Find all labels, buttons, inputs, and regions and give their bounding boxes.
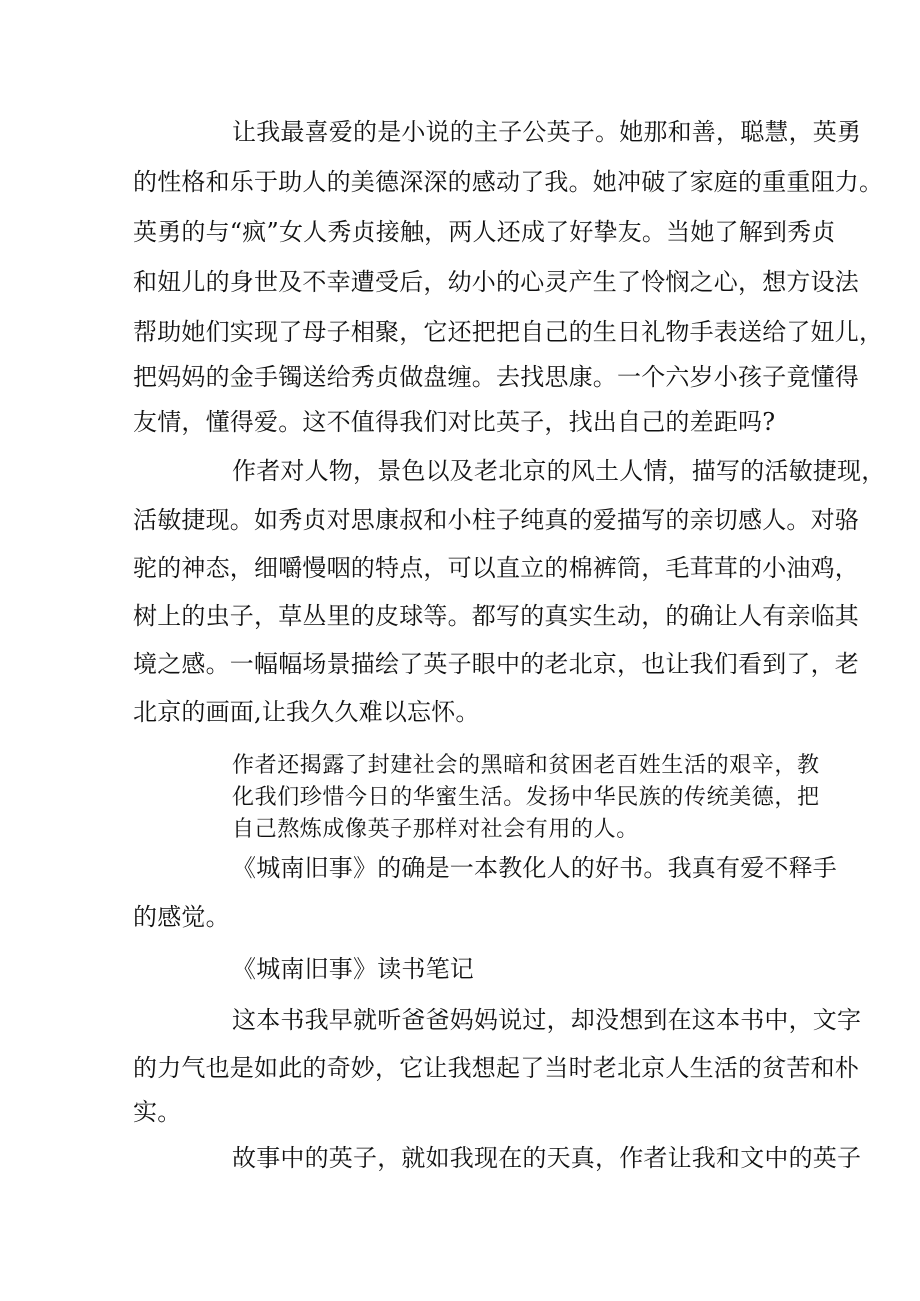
paragraph-3-line-1: 作者还揭露了封建社会的黑暗和贫困老百姓生活的艰辛，教 <box>232 753 820 778</box>
paragraph-5-line-3: 实。 <box>133 1098 182 1126</box>
paragraph-6-line-1: 故事中的英子，就如我现在的天真，作者让我和文中的英子 <box>232 1144 862 1172</box>
paragraph-1-line-1: 让我最喜爱的是小说的主子公英子。她那和善，聪慧，英勇 <box>232 118 862 146</box>
paragraph-1-line-3: 英勇的与“疯”女人秀贞接触，两人还成了好挚友。当她了解到秀贞 <box>133 218 836 246</box>
paragraph-1-line-2: 的性格和乐于助人的美德深深的感动了我。她冲破了家庭的重重阻力。 <box>133 168 884 196</box>
paragraph-3-line-3: 自己熬炼成像英子那样对社会有用的人。 <box>232 817 639 842</box>
paragraph-2-line-3: 驼的神态，细嚼慢咽的特点，可以直立的棉裤筒，毛茸茸的小油鸡， <box>133 554 859 582</box>
paragraph-5-line-1: 这本书我早就听爸爸妈妈说过，却没想到在这本书中，文字 <box>232 1006 862 1034</box>
paragraph-4-line-1: 《城南旧事》的确是一本教化人的好书。我真有爱不释手 <box>232 854 837 882</box>
paragraph-1-line-7: 友情，懂得爱。这不值得我们对比英子，找出自己的差距吗? <box>133 408 776 436</box>
paragraph-1-line-6: 把妈妈的金手镯送给秀贞做盘缠。去找思康。一个六岁小孩子竟懂得 <box>133 363 859 391</box>
paragraph-2-line-2: 活敏捷现。如秀贞对思康叔和小柱子纯真的爱描写的亲切感人。对骆 <box>133 506 859 534</box>
paragraph-2-line-4: 树上的虫子，草丛里的皮球等。都写的真实生动，的确让人有亲临其 <box>133 602 859 630</box>
paragraph-5-line-2: 的力气也是如此的奇妙，它让我想起了当时老北京人生活的贫苦和朴 <box>133 1054 859 1082</box>
paragraph-3-line-2: 化我们珍惜今日的华蜜生活。发扬中华民族的传统美德，把 <box>232 785 820 810</box>
paragraph-1-line-4: 和妞儿的身世及不幸遭受后，幼小的心灵产生了怜悯之心，想方设法 <box>133 268 859 296</box>
paragraph-1-line-5: 帮助她们实现了母子相聚，它还把把自己的生日礼物手表送给了妞儿， <box>133 318 884 346</box>
paragraph-2-line-5: 境之感。一幅幅场景描绘了英子眼中的老北京，也让我们看到了，老 <box>133 650 859 678</box>
paragraph-2-line-6: 北京的画面,让我久久难以忘怀。 <box>133 698 480 726</box>
section-heading: 《城南旧事》读书笔记 <box>232 955 474 983</box>
paragraph-2-line-1: 作者对人物，景色以及老北京的风土人情，描写的活敏捷现， <box>232 457 886 485</box>
paragraph-4-line-2: 的感觉。 <box>133 903 230 931</box>
